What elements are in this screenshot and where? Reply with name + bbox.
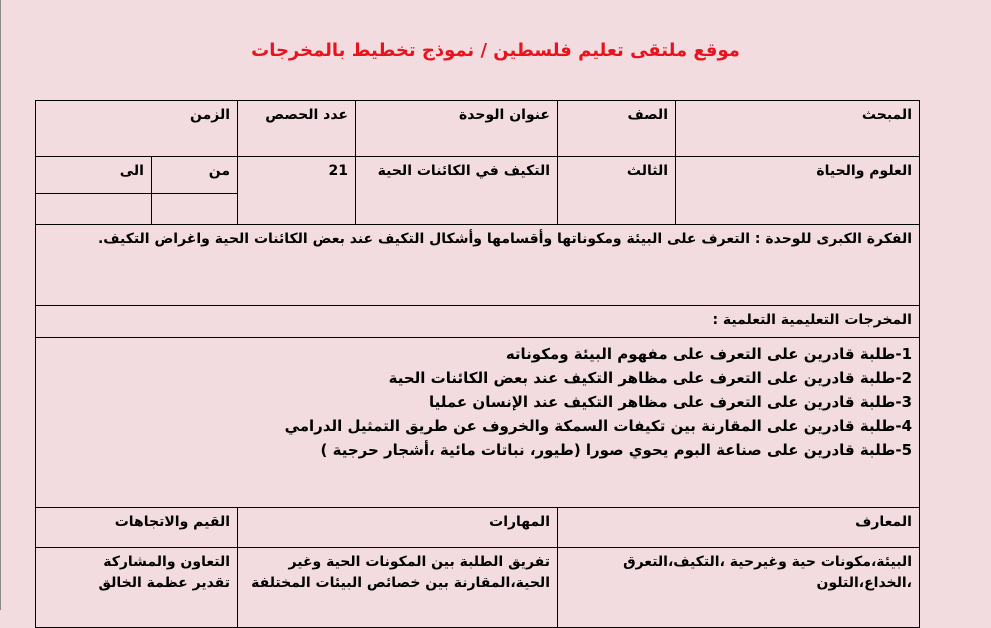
knowledge-content: البيئة،مكونات حية وغيرحية ،التكيف،التعرق ،الخداع،التلون [558,548,920,628]
values-header: القيم والاتجاهات [36,508,238,548]
knowledge-header: المعارف [558,508,920,548]
outcomes-heading: المخرجات التعليمية التعلمية : [36,306,920,338]
value-item: تقدير عظمة الخالق [98,575,230,591]
values-content [36,548,238,628]
lessons-count-header: عدد الحصص [238,101,356,157]
subject-value: العلوم والحياة [676,157,920,225]
page-edge [0,0,1,610]
document-title: موقع ملتقى تعليم فلسطين / نموذج تخطيط بالمخرجات [251,40,740,61]
outcome-item: 5-طلبة قادرين على صناعة البوم يحوي صورا (طيور، نباتات مائية ،أشجار حرجية ) [320,441,912,459]
time-to-value [36,194,152,225]
planning-table [35,100,920,628]
outcome-item: 1-طلبة قادرين على التعرف على مفهوم البيئة ومكوناته [505,345,912,363]
time-header: الزمن [36,101,238,157]
grade-value: الثالث [558,157,676,225]
time-from-value [152,194,238,225]
value-item: التعاون والمشاركة [103,554,230,570]
subject-header: المبحث [676,101,920,157]
skills-content: تفريق الطلبة بين المكونات الحية وغير الحية،المقارنة بين خصائص البيئات المختلفة [238,548,558,628]
lessons-count-value: 21 [238,157,356,225]
unit-title-value: التكيف في الكائنات الحية [356,157,558,225]
time-from-label: من [152,157,238,194]
outcome-item: 3-طلبة قادرين على التعرف على مظاهر التكيف عند الإنسان عمليا [429,393,912,411]
unit-title-header: عنوان الوحدة [356,101,558,157]
grade-header: الصف [558,101,676,157]
time-to-label: الى [36,157,152,194]
outcome-item: 2-طلبة قادرين على التعرف على مظاهر التكيف عند بعض الكائنات الحية [388,369,912,387]
skills-header: المهارات [238,508,558,548]
outcome-item: 4-طلبة قادرين على المقارنة بين تكيفات السمكة والخروف عن طريق التمثيل الدرامي [284,417,912,435]
big-idea: الفكرة الكبرى للوحدة : التعرف على البيئة ومكوناتها وأقسامها وأشكال التكيف عند بعض الكائنات الحية واغراض التكيف. [36,225,920,306]
outcomes-list [36,338,920,508]
